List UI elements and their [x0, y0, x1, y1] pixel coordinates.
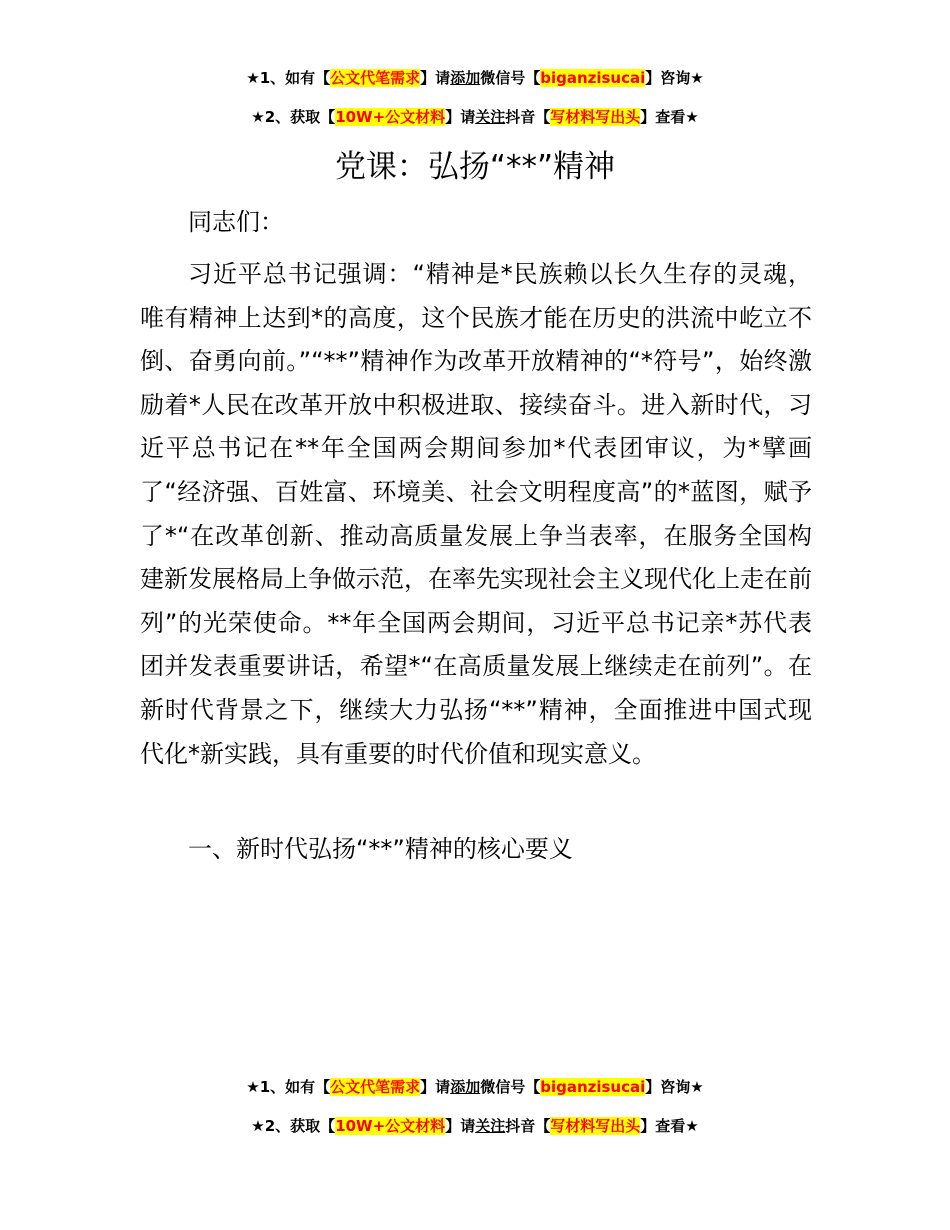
header-line1-highlight-wechat-id: biganzisucai	[540, 69, 646, 87]
footer-line1-highlight-wechat-id: biganzisucai	[540, 1078, 646, 1096]
header-line1-suffix: 】咨询★	[645, 69, 704, 87]
footer-promo-line-2	[0, 1115, 950, 1137]
header-line1-prefix: ★1、如有【	[246, 69, 331, 87]
footer-line1-underlined-add: 添加	[450, 1078, 481, 1096]
footer-line2-mid2: 抖音【	[505, 1117, 551, 1135]
footer-line2-highlight-douyin: 写材料写出头	[550, 1117, 641, 1135]
header-line1-mid1: 】请	[420, 69, 451, 87]
header-line2-mid2: 抖音【	[505, 108, 551, 126]
header-line1-mid2: 微信号【	[480, 69, 541, 87]
footer-line1-mid2: 微信号【	[480, 1078, 541, 1096]
header-line2-highlight-douyin: 写材料写出头	[550, 108, 641, 126]
footer-line1-mid1: 】请	[420, 1078, 451, 1096]
footer-line2-underlined-follow: 关注	[475, 1117, 506, 1135]
header-line2-prefix: ★2、获取【	[251, 108, 336, 126]
footer-line1-highlight-service: 公文代笔需求	[330, 1078, 421, 1096]
document-title: 党课：弘扬“**”精神	[334, 149, 616, 185]
header-line2-highlight-materials: 10W+公文材料	[335, 108, 446, 126]
greeting: 同志们：	[188, 208, 284, 236]
header-line2-underlined-follow: 关注	[475, 108, 506, 126]
footer-line2-mid1: 】请	[445, 1117, 476, 1135]
footer-line2-prefix: ★2、获取【	[251, 1117, 336, 1135]
footer-line1-prefix: ★1、如有【	[246, 1078, 331, 1096]
header-line1-highlight-service: 公文代笔需求	[330, 69, 421, 87]
header-line2-suffix: 】查看★	[640, 108, 699, 126]
header-line2-mid1: 】请	[445, 108, 476, 126]
header-promo-line-1	[0, 67, 950, 89]
footer-line1-suffix: 】咨询★	[645, 1078, 704, 1096]
header-promo-line-2	[0, 106, 950, 128]
footer-line2-highlight-materials: 10W+公文材料	[335, 1117, 446, 1135]
section-heading-1: 一、新时代弘扬“**”精神的核心要义	[188, 835, 573, 863]
header-line1-underlined-add: 添加	[450, 69, 481, 87]
footer-line2-suffix: 】查看★	[640, 1117, 699, 1135]
footer-promo-line-1	[0, 1076, 950, 1098]
body-paragraph-1: 习近平总书记强调：“精神是*民族赖以长久生存的灵魂，唯有精神上达到*的高度，这个民族才能在历史的洪流中屹立不倒、奋勇向前。”“**”精神作为改革开放精神的“*符号”，始终激励着*人民在改革开放中积极进取、接续奋斗。进入新时代，习近平总书记在**年全国两会期间参加*代表团审议，为*擘画了“经济强、百姓富、环境美、社会文明程度高”的*蓝图，赋予了*“在改革创新、推动高质量发展上争当表率，在服务全国构建新发展格局上争做示范，在率先实现社会主义现代化上走在前列”的光荣使命。**年全国两会期间，习近平总书记亲*苏代表团并发表重要讲话，希望*“在高质量发展上继续走在前列”。在新时代背景之下，继续大力弘扬“**”精神，全面推进中国式现代化*新实践，具有重要的时代价值和现实意义。	[140, 260, 812, 768]
